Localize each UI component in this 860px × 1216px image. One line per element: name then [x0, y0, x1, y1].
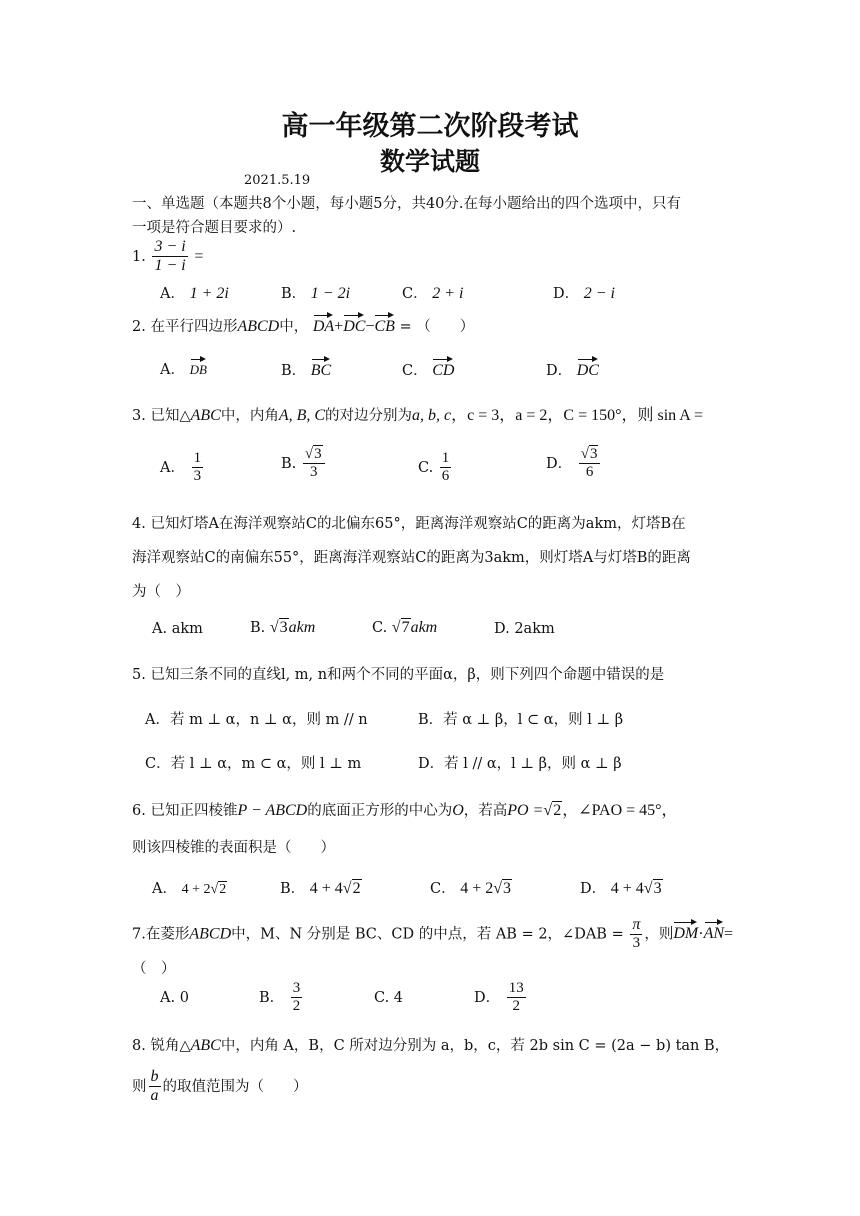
q3-option-b: B. $\frac{√3}{3}$ [281, 446, 327, 482]
q4-option-b: B. √3akm [250, 619, 316, 636]
question-number: 1. [132, 248, 146, 265]
question-8-line1: 8. 锐角△ABC中，内角 A，B，C 所对边分别为 a，b，c，若 2b sin C = (2a − b) tan B， [132, 1037, 730, 1054]
question-7-line1: 7.在菱形ABCD中，M、N 分别是 BC、CD 的中点，若 AB = 2，∠DAB = $\frac{\pi}{3}$ ，则DM·AN= [132, 916, 734, 952]
q3-option-c: C. $\frac{1}{6}$ [418, 450, 450, 485]
q1-fraction [152, 238, 187, 276]
q1-denominator: 1 − i [154, 257, 186, 275]
q6-option-b: B． 4 + 4√2 [280, 880, 361, 897]
q2-option-b: B． BC [281, 356, 331, 380]
question-1 [132, 238, 203, 276]
question-7-line2: （ ） [132, 961, 176, 977]
q3-option-d: D． $\frac{√3}{6}$ [546, 446, 602, 482]
exam-title: 高一年级第二次阶段考试 [281, 111, 579, 142]
question-3: 3. 已知△ABC中，内角A, B, C的对边分别为a, b, c，c = 3，a = 2，C = 150°，则 sin A = [132, 407, 703, 424]
q7-option-d: D． $\frac{13}{2}$ [474, 980, 524, 1015]
q7-option-a: A. 0 [160, 990, 189, 1006]
q5-option-b: B．若 α ⊥ β，l ⊂ α，则 l ⊥ β [418, 712, 624, 728]
q1-numerator: 3 − i [152, 238, 187, 257]
q1-option-c: C． 2 + i [402, 285, 464, 302]
vector-dc: DC [343, 312, 365, 336]
exam-date: 2021.5.19 [244, 173, 311, 188]
question-6-line2: 则该四棱锥的表面积是（ ） [132, 840, 335, 856]
question-4-line2: 海洋观察站C的南偏东55°，距离海洋观察站C的距离为3akm，则灯塔A与灯塔B的距离 [132, 550, 691, 566]
question-4-line3: 为（ ） [132, 584, 190, 600]
vector-cb: CB [374, 312, 394, 336]
question-2: 2. 在平行四边形ABCD中， DA+DC−CB = （ ） [132, 312, 474, 336]
q4-option-a: A. akm [152, 621, 203, 637]
q6-option-c: C． 4 + 2√3 [430, 880, 512, 897]
q1-option-d: D． 2 − i [553, 285, 615, 302]
section-heading-line1: 一、单选题（本题共8个小题，每小题5分，共40分.在每小题给出的四个选项中，只有 [132, 196, 682, 212]
q1-equals: = [194, 247, 204, 265]
section-heading-line2: 一项是符合题目要求的）. [132, 220, 297, 236]
q2-option-c: C． CD [402, 356, 454, 380]
vector-an: AN [704, 919, 724, 943]
q4-option-c: C. √7akm [372, 619, 438, 636]
q1-option-b: B． 1 − 2i [281, 285, 351, 302]
question-6-line1: 6. 已知正四棱锥P − ABCD的底面正方形的中心为O，若高PO =√2，∠PAO = 45°， [132, 802, 678, 819]
q2-option-a: A． DB [160, 356, 207, 379]
q7-option-c: C. 4 [374, 990, 404, 1006]
q4-option-d: D. 2akm [494, 621, 555, 637]
question-5: 5. 已知三条不同的直线l, m, n和两个不同的平面α，β，则下列四个命题中错误的是 [132, 667, 665, 683]
q5-option-d: D．若 l // α，l ⊥ β，则 α ⊥ β [418, 756, 622, 772]
q6-option-a: A． 4 + 2√2 [152, 881, 227, 897]
exam-subtitle: 数学试题 [379, 147, 480, 176]
q6-option-d: D． 4 + 4√3 [580, 880, 662, 897]
vector-dm: DM [673, 919, 698, 943]
q2-option-d: D． DC [546, 356, 599, 380]
q7-option-b: B． $\frac{3}{2}$ [259, 980, 301, 1015]
q5-option-a: A．若 m ⊥ α，n ⊥ α，则 m // n [145, 712, 368, 728]
question-8-line2: 则 $\frac{b}{a}$ 的取值范围为（ ） [132, 1068, 308, 1105]
vector-da: DA [313, 312, 334, 336]
question-4-line1: 4. 已知灯塔A在海洋观察站C的北偏东65°，距离海洋观察站C的距离为akm，灯塔B在 [132, 516, 686, 532]
q5-option-c: C．若 l ⊥ α，m ⊂ α，则 l ⊥ m [145, 756, 362, 772]
q1-option-a: A． 1 + 2i [160, 285, 229, 302]
q3-option-a: A． $\frac{1}{3}$ [160, 450, 202, 485]
